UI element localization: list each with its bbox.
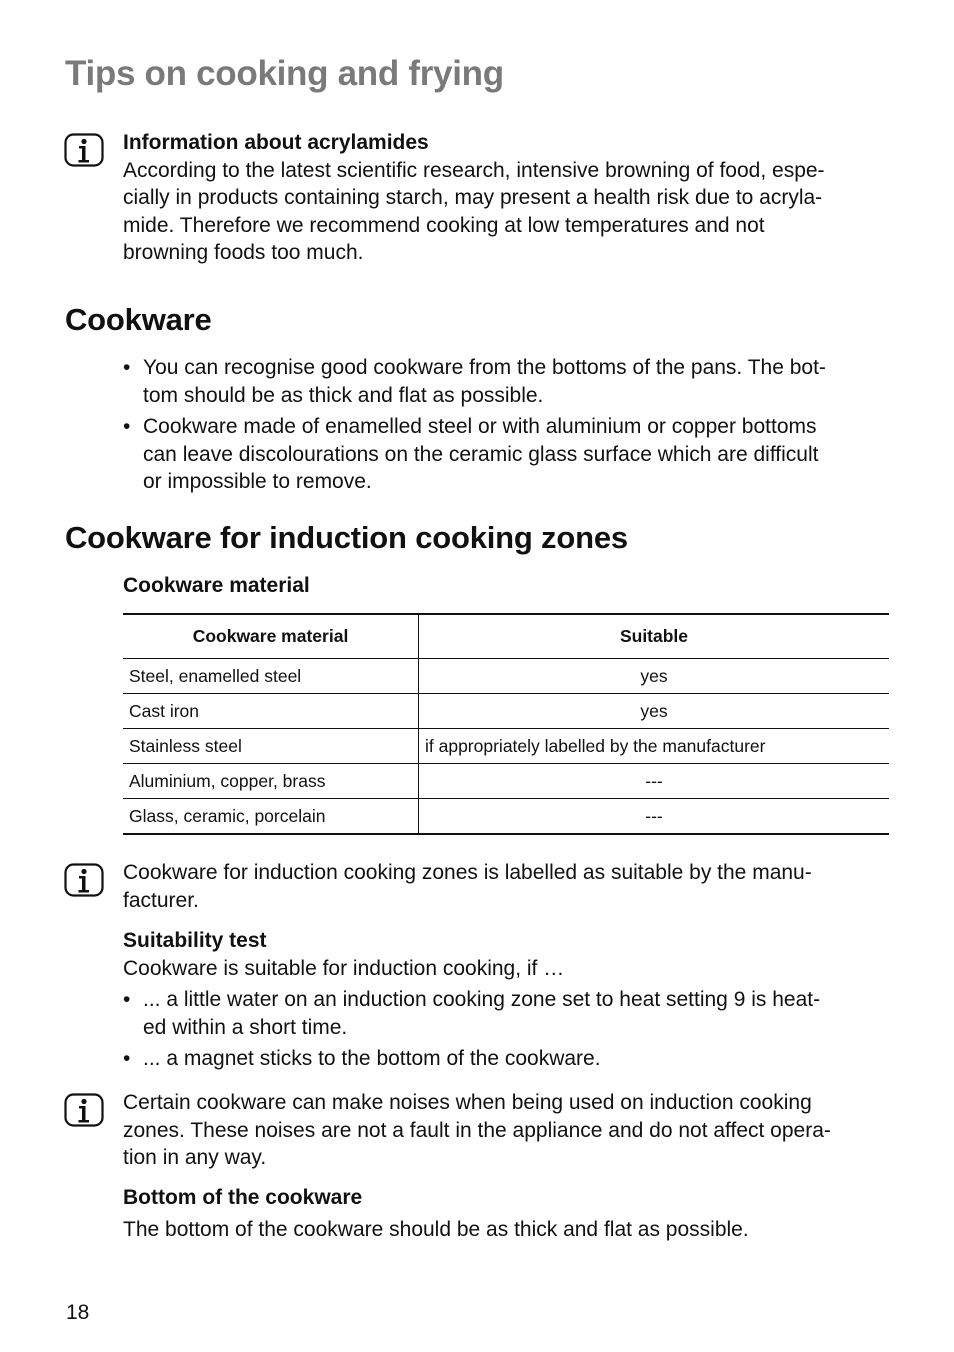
suitability-intro: Cookware is suitable for induction cooking, if … [123,956,565,980]
table-cell: yes [419,659,890,694]
bottom-section [123,1184,893,1243]
cookware-material-table-wrap [123,613,889,835]
induction-heading: Cookware for induction cooking zones [65,520,628,555]
table-row [123,659,889,694]
column-header: Suitable [419,614,890,659]
list-item-line: You can recognise good cookware from the bottoms of the pans. The bot- [143,356,826,379]
cookware-material-table [123,613,889,835]
acrylamides-line: According to the latest scientific research, intensive browning of food, espe- [123,158,825,182]
table-cell: Stainless steel [123,729,419,764]
table-row [123,764,889,799]
acrylamides-heading: Information about acrylamides [123,131,429,154]
cookware-bullets [123,354,893,496]
info-icon [64,133,104,167]
acrylamides-line: mide. Therefore we recommend cooking at low temperatures and not [123,213,765,237]
list-item-line: or impossible to remove. [143,470,372,493]
table-cell: Glass, ceramic, porcelain [123,799,419,835]
list-item-line: ... a magnet sticks to the bottom of the cookware. [143,1047,601,1070]
table-cell: if appropriately labelled by the manufacturer [419,729,890,764]
table-row [123,694,889,729]
table-header-row [123,614,889,659]
info-icon [64,863,104,897]
list-item-line: can leave discolourations on the ceramic glass surface which are difficult [143,442,819,466]
info-icon [64,1093,104,1127]
bottom-text: The bottom of the cookware should be as thick and flat as possible. [123,1217,749,1241]
table-cell: yes [419,694,890,729]
table-cell: Steel, enamelled steel [123,659,419,694]
acrylamides-section [123,129,893,267]
table-row [123,729,889,764]
table-row [123,799,889,835]
bullet-marker: • [123,356,131,379]
note-line: tion in any way. [123,1146,267,1169]
list-item [123,986,893,1041]
label-note [123,859,893,914]
suitability-heading: Suitability test [123,929,267,952]
note-line: zones. These noises are not a fault in the appliance and do not affect opera- [123,1118,831,1142]
table-cell: --- [419,764,890,799]
table-cell: --- [419,799,890,835]
list-item [123,413,893,496]
note-line: Cookware for induction cooking zones is labelled as suitable by the manu- [123,861,812,884]
note-line: facturer. [123,888,199,912]
table-cell: Cast iron [123,694,419,729]
bullet-marker: • [123,415,131,438]
acrylamides-line: browning foods too much. [123,241,364,264]
list-item [123,354,893,409]
list-item-line: tom should be as thick and flat as possible. [143,383,544,407]
page-number: 18 [66,1301,90,1324]
page-title: Tips on cooking and frying [65,54,504,93]
noise-note [123,1089,893,1172]
list-item-line: ed within a short time. [143,1015,348,1039]
table-cell: Aluminium, copper, brass [123,764,419,799]
cookware-material-heading: Cookware material [123,574,310,597]
acrylamides-line: cially in products containing starch, may present a health risk due to acryla- [123,186,823,209]
list-item-line: ... a little water on an induction cooking zone set to heat setting 9 is heat- [143,988,821,1011]
cookware-heading: Cookware [65,302,212,337]
list-item-line: Cookware made of enamelled steel or with aluminium or copper bottoms [143,415,817,438]
bottom-heading: Bottom of the cookware [123,1186,363,1209]
suitability-section [123,927,893,1073]
column-header: Cookware material [123,614,419,659]
list-item [123,1045,893,1073]
bullet-marker: • [123,988,131,1011]
note-line: Certain cookware can make noises when being used on induction cooking [123,1091,812,1114]
bullet-marker: • [123,1047,131,1070]
